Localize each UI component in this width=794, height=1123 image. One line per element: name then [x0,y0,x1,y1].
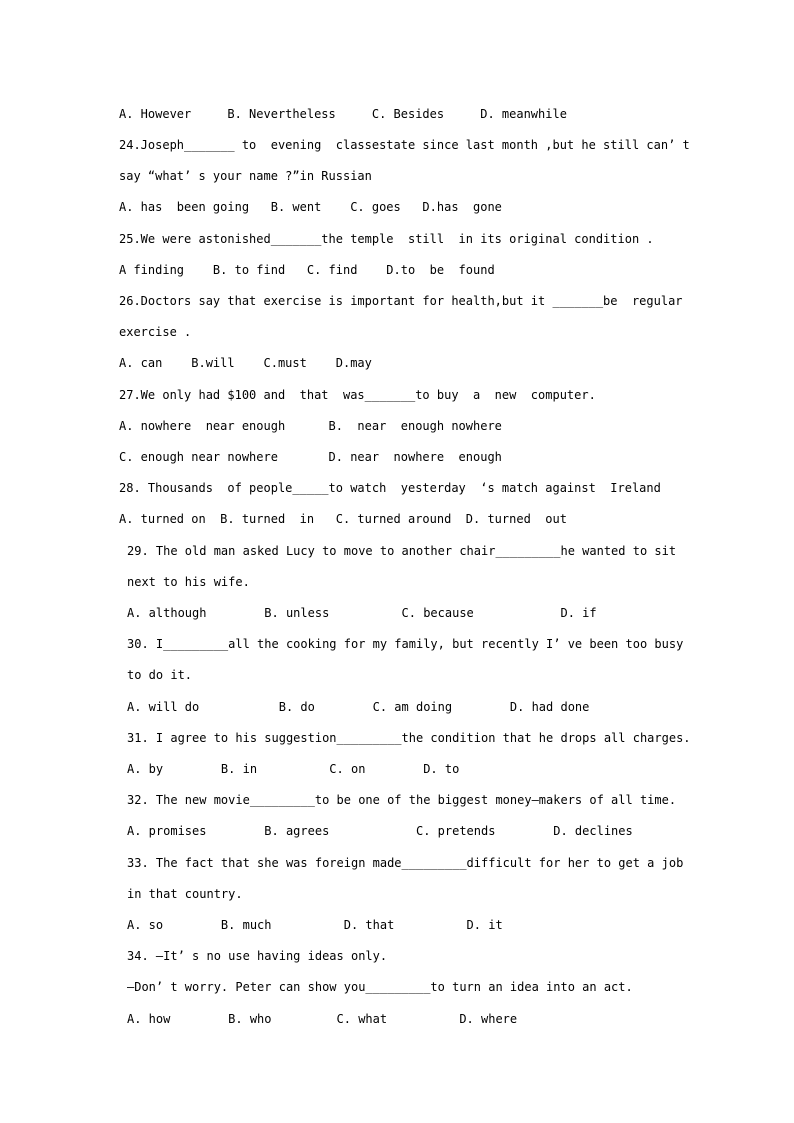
question-34-line-2: —Don’ t worry. Peter can show you_________to turn an idea into an act. [127,980,633,994]
options-q28: A. turned on B. turned in C. turned around D. turned out [119,512,567,526]
question-28: 28. Thousands of people_____to watch yesterday ‘s match against Ireland [119,481,661,495]
options-q34: A. how B. who C. what D. where [127,1012,518,1026]
question-29-line-2: next to his wife. [127,575,250,589]
question-33-line-1: 33. The fact that she was foreign made_________difficult for her to get a job [127,856,684,870]
question-33-line-2: in that country. [127,887,243,901]
options-q24: A. has been going B. went C. goes D.has gone [119,200,502,214]
options-q27-ab: A. nowhere near enough B. near enough nowhere [119,419,502,433]
question-24-line-2: say “what’ s your name ?”in Russian [119,169,372,183]
options-q30: A. will do B. do C. am doing D. had done [127,700,590,714]
options-q31: A. by B. in C. on D. to [127,762,460,776]
options-q23: A. However B. Nevertheless C. Besides D. meanwhile [119,107,567,121]
question-27: 27.We only had $100 and that was_______to buy a new computer. [119,388,596,402]
options-q33: A. so B. much D. that D. it [127,918,503,932]
question-32: 32. The new movie_________to be one of the biggest money—makers of all time. [127,793,677,807]
question-30-line-1: 30. I_________all the cooking for my family, but recently I’ ve been too busy [127,637,684,651]
question-30-line-2: to do it. [127,668,193,682]
question-26-line-2: exercise . [119,325,192,339]
options-q32: A. promises B. agrees C. pretends D. declines [127,824,633,838]
question-34-line-1: 34. —It’ s no use having ideas only. [127,949,388,963]
question-26-line-1: 26.Doctors say that exercise is important for health,but it _______be regular [119,294,683,308]
question-31: 31. I agree to his suggestion_________the condition that he drops all charges. [127,731,691,745]
options-q27-cd: C. enough near nowhere D. near nowhere enough [119,450,502,464]
question-25: 25.We were astonished_______the temple still in its original condition . [119,232,654,246]
options-q25: A finding B. to find C. find D.to be found [119,263,495,277]
question-29-line-1: 29. The old man asked Lucy to move to another chair_________he wanted to sit [127,544,677,558]
question-24-line-1: 24.Joseph_______ to evening classestate since last month ,but he still can’ t [119,138,690,152]
options-q29: A. although B. unless C. because D. if [127,606,597,620]
options-q26: A. can B.will C.must D.may [119,356,372,370]
